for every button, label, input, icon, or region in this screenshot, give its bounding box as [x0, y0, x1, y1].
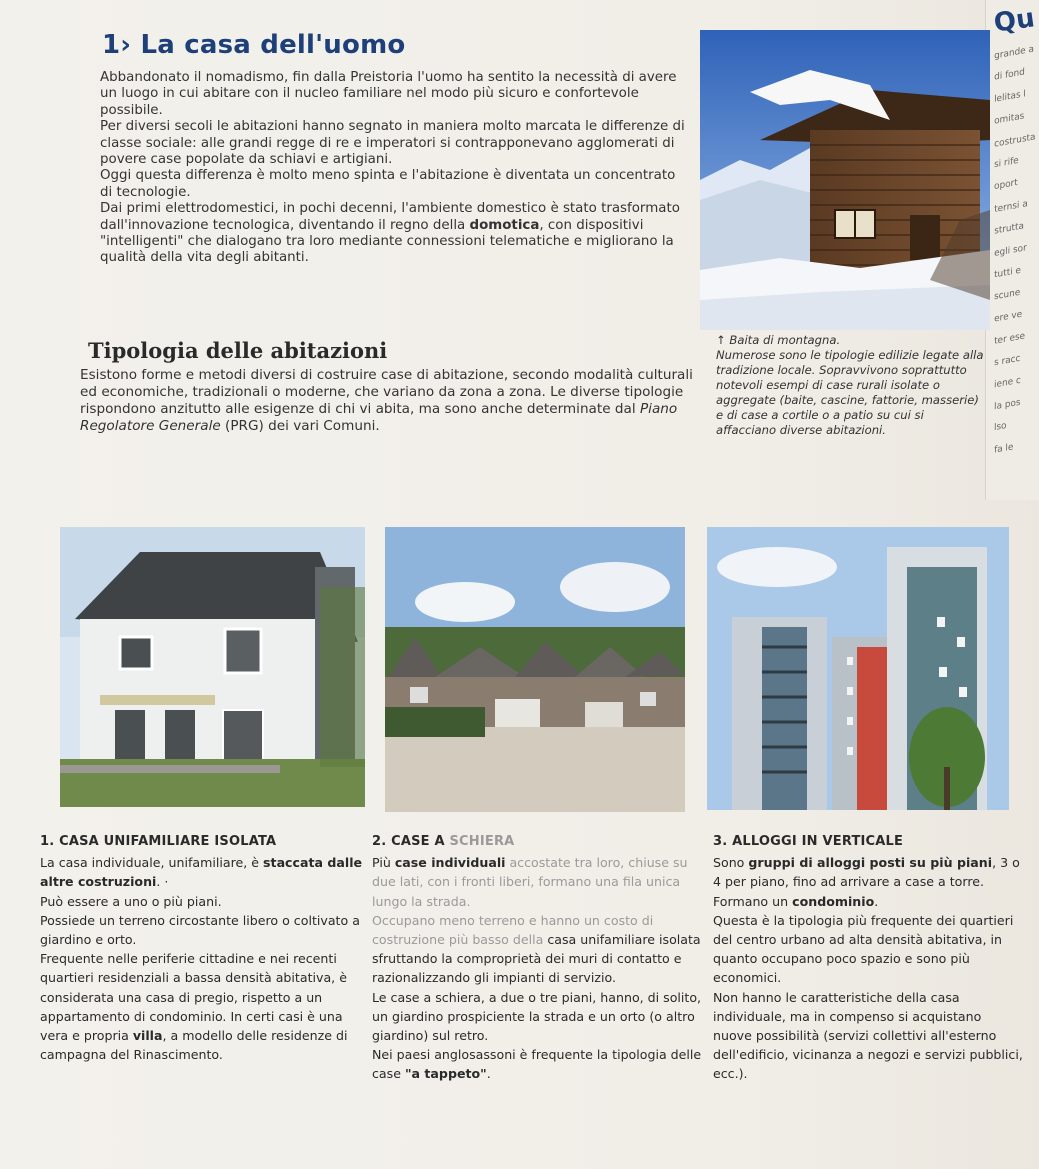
section-title-text: La casa dell'uomo [140, 30, 406, 60]
column-2-title: 2. CASE A SCHIERA [372, 834, 515, 849]
next-page-title: Qu [992, 3, 1037, 39]
next-page-fragment: egli sor [993, 243, 1028, 259]
column-2-paragraph-2: Occupano meno terreno e hanno un costo di costruzione più basso della casa unifamiliare isolata sfruttando la comproprietà dei muri di contatto e razionalizzando gli impianti di servizio. [372, 912, 701, 986]
next-page-fragment: omitas [993, 111, 1026, 127]
column-casa-unifamiliare [40, 832, 365, 1064]
next-page-fragment: la pos [993, 397, 1022, 413]
section-number: 1 [102, 30, 121, 60]
intro-text [100, 70, 690, 267]
column-3-paragraph-1: Sono gruppi di alloggi posti su più piani, 3 o 4 per piano, fino ad arrivare a case a torre. Formano un condominio. [713, 855, 1020, 909]
next-page-fragment: ere ve [993, 309, 1024, 325]
next-page-edge [985, 0, 1039, 500]
next-page-fragment: scune [993, 287, 1022, 303]
next-page-fragment: s racc [993, 353, 1022, 369]
column-1-paragraph-1: La casa individuale, unifamiliare, è staccata dalle altre costruzioni. · [40, 855, 363, 890]
column-alloggi-verticale [713, 832, 1023, 1084]
column-3-paragraph-2: Questa è la tipologia più frequente dei quartieri del centro urbano ad alta densità abitativa, in quanto occupano poco spazio e sono più economici. [713, 912, 1014, 986]
column-3-paragraph-3: Non hanno le caratteristiche della casa individuale, ma in compenso si acquistano nuove possibilità (servizi collettivi all'esterno dell'edificio, vicinanza a negozi e servizi pubblici, ecc.). [713, 989, 1023, 1082]
column-2-paragraph-3: Le case a schiera, a due o tre piani, hanno, di solito, un giardino prospiciente la strada e un orto (o altro giardino) sul retro. [372, 989, 702, 1044]
caption-text: Numerose sono le tipologie edilizie legate alla tradizione locale. Sopravvivono soprattutto notevoli esempi di case rurali isolate o aggregate (baite, cascine, fattorie, masserie) e di case a cortile o a patio su cui si affacciano diverse abitazioni. [716, 348, 984, 437]
intro-paragraph-2: Per diversi secoli le abitazioni hanno segnato in maniera molto marcata le differenze di classe sociale: alle grandi regge di re e imperatori si contrapponevano agglomerati di povere case popolate da schiavi e artigiani. [100, 119, 685, 168]
next-page-fragment: fa le [993, 442, 1015, 456]
next-page-fragment: costrusta [993, 132, 1037, 150]
column-3-title: 3. ALLOGGI IN VERTICALE [713, 834, 904, 849]
column-1-paragraph-2: Può essere a uno o più piani. [40, 893, 222, 909]
caption-title: ↑ Baita di montagna. [716, 333, 841, 347]
domotica-term: domotica [469, 217, 540, 233]
photo-apartment-towers [707, 527, 1009, 810]
column-case-a-schiera [372, 832, 702, 1084]
photo-detached-house [60, 527, 365, 807]
photo-mountain-chalet [700, 30, 990, 330]
next-page-fragment: strutta [993, 221, 1025, 237]
intro-paragraph-4: Dai primi elettrodomestici, in pochi decenni, l'ambiente domestico è stato trasformato dall'innovazione tecnologica, diventando il regno della domotica, con dispositivi "intelligenti" che dialogano tra loro mediante connessioni telematiche e migliorano la qualità della vita degli abitanti. [100, 201, 680, 266]
next-page-fragment: ternsi a [993, 199, 1029, 215]
next-page-fragment: iene c [993, 375, 1022, 391]
next-page-fragment: grande a [993, 44, 1035, 62]
next-page-fragment: ter ese [993, 331, 1027, 347]
column-2-paragraph-1: Più case individuali accostate tra loro, chiuse su due lati, con i fronti liberi, formano una fila unica lungo la strada. [372, 855, 688, 909]
next-page-fragment: lelitas l [993, 89, 1027, 105]
section-arrow-icon: › [120, 30, 132, 60]
next-page-fragment: si rife [993, 155, 1020, 171]
prg-term: Piano Regolatore Generale [80, 401, 678, 434]
intro-paragraph-1: Abbandonato il nomadismo, fin dalla Preistoria l'uomo ha sentito la necessità di avere un luogo in cui abitare con il nucleo familiare nel modo più sicuro e confortevole possibile. [100, 70, 677, 118]
intro-paragraph-3: Oggi questa differenza è molto meno spinta e l'abitazione è diventata un concentrato di tecnologie. [100, 168, 676, 200]
column-1-paragraph-3: Possiede un terreno circostante libero o coltivato a giardino e orto. [40, 912, 360, 948]
next-page-fragment: tutti e [993, 265, 1022, 281]
next-page-fragment: oport [993, 177, 1019, 193]
heading-tipologia: Tipologia delle abitazioni [88, 338, 388, 363]
next-page-fragment: di fond [993, 67, 1026, 83]
section-title [102, 30, 405, 60]
column-2-paragraph-4: Nei paesi anglosassoni è frequente la tipologia delle case "a tappeto". [372, 1047, 702, 1082]
photo-row-houses [385, 527, 685, 812]
next-page-fragment: lso [993, 420, 1008, 434]
column-1-paragraph-4: Frequente nelle periferie cittadine e nei recenti quartieri residenziali a bassa densità abitativa, è considerata una casa di pregio, rispetto a un appartamento di condominio. In certi casi è una vera e propria villa, a modello delle residenze di campagna del Rinascimento. [40, 951, 348, 1063]
tipologia-text: Esistono forme e metodi diversi di costruire case di abitazione, secondo modalità culturali ed economiche, tradizionali o moderne, che variano da zona a zona. Le diverse tipologie rispondono anzitutto alle esigenze di chi vi abita, ma sono anche determinate dal Piano Regolatore Generale (PRG) dei vari Comuni. [80, 367, 693, 434]
column-1-title: 1. CASA UNIFAMILIARE ISOLATA [40, 834, 277, 849]
chalet-caption [716, 333, 986, 438]
